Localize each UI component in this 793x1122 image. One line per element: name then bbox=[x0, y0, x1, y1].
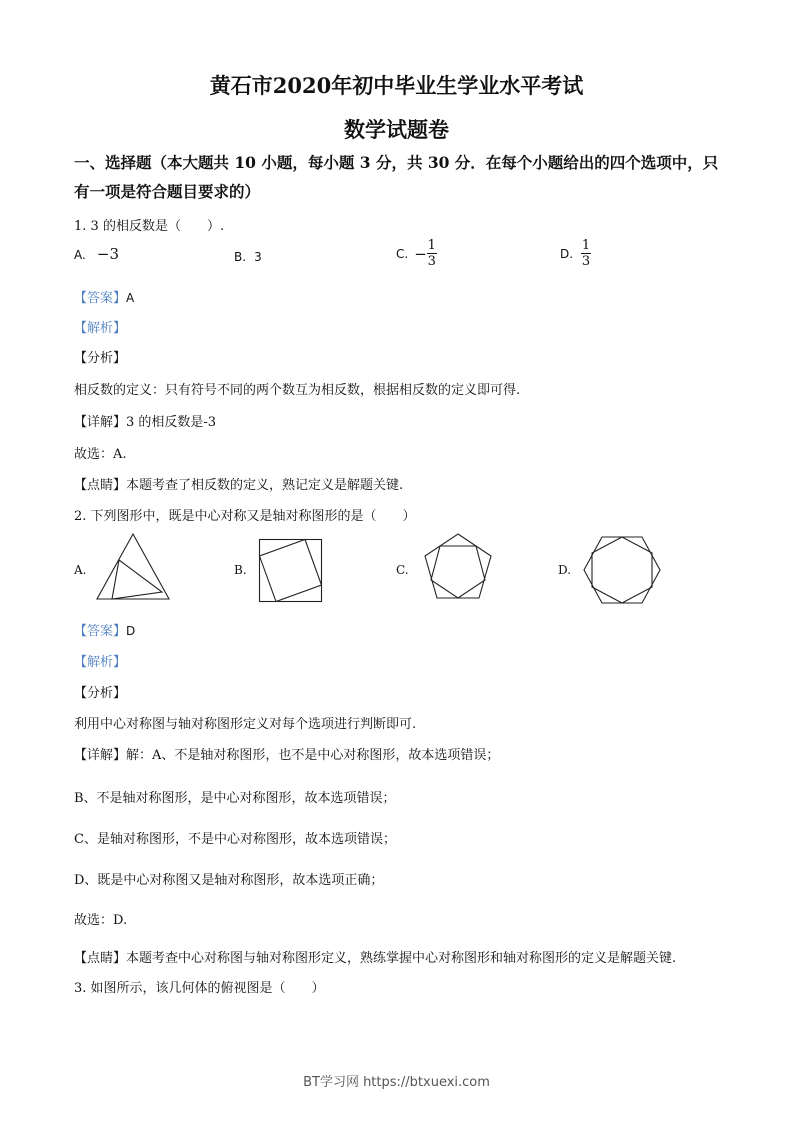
answer-value: A bbox=[126, 291, 135, 305]
q2-detail-line-c: C、是轴对称图形，不是中心对称图形，故本选项错误； bbox=[74, 832, 396, 847]
q2-fenxi-tag: 【分析】 bbox=[74, 686, 127, 701]
comment-text: 本题考查中心对称图与轴对称图形定义，熟练掌握中心对称图形和轴对称图形的定义是解题关键. bbox=[126, 951, 677, 966]
q1-option-b bbox=[234, 246, 262, 265]
detail-text: 3 的相反数是-3 bbox=[126, 415, 217, 430]
comment-text: 本题考查了相反数的定义，熟记定义是解题关键. bbox=[126, 478, 404, 493]
detail-tag: 【详解】 bbox=[74, 748, 127, 763]
q1-comment bbox=[74, 474, 403, 493]
option-value: 3 bbox=[254, 250, 262, 264]
option-label: C. bbox=[396, 246, 409, 261]
square-in-square-icon bbox=[258, 538, 324, 604]
triangle-in-triangle-icon bbox=[95, 532, 171, 602]
footer-watermark: BT学习网 https://btxuexi.com bbox=[303, 1075, 490, 1090]
q2-answer bbox=[74, 620, 135, 639]
fraction: $\frac{1}{3}$ bbox=[581, 238, 591, 269]
q1-analysis-tag: 【解析】 bbox=[74, 321, 127, 336]
q1-option-a bbox=[74, 244, 119, 263]
exam-subtitle: 数学试题卷 bbox=[344, 117, 449, 142]
option-label: D. bbox=[560, 246, 574, 261]
minus-sign: − bbox=[414, 244, 427, 263]
q2-detail bbox=[74, 744, 499, 763]
q1-option-c bbox=[396, 238, 437, 269]
section-heading-line2: 有一项是符合题目要求的） bbox=[74, 182, 261, 201]
exam-title: 黄石市2020年初中毕业生学业水平考试 bbox=[209, 73, 584, 98]
fraction: $\frac{1}{3}$ bbox=[427, 238, 436, 269]
q2-detail-line-d: D、既是中心对称图又是轴对称图形，故本选项正确； bbox=[74, 873, 384, 888]
comment-tag: 【点睛】 bbox=[74, 478, 127, 493]
detail-line: 解：A、不是轴对称图形，也不是中心对称图形，故本选项错误； bbox=[126, 748, 500, 763]
comment-tag: 【点睛】 bbox=[74, 951, 127, 966]
q1-option-d bbox=[560, 238, 591, 269]
q1-detail bbox=[74, 411, 216, 430]
q2-choose: 故选：D. bbox=[74, 913, 128, 928]
q2-comment bbox=[74, 947, 676, 966]
pentagon-star-icon bbox=[422, 532, 494, 602]
q2-figure-label-d: D. bbox=[558, 563, 572, 577]
q2-fenxi-text: 利用中心对称图与轴对称图形定义对每个选项进行判断即可. bbox=[74, 717, 417, 732]
q2-figure-label-c: C. bbox=[396, 563, 409, 577]
section-heading-line1: 一、选择题（本大题共 10 小题，每小题 3 分，共 30 分．在每个小题给出的四个选项中，只 bbox=[74, 153, 719, 172]
hexagon-in-hexagon-icon bbox=[582, 535, 662, 605]
q2-detail-line-b: B、不是轴对称图形，是中心对称图形，故本选项错误； bbox=[74, 791, 396, 806]
q1-fenxi-tag: 【分析】 bbox=[74, 351, 127, 366]
option-value: −3 bbox=[96, 245, 120, 263]
q1-answer bbox=[74, 287, 134, 306]
q2-figure-label-a: A. bbox=[74, 563, 87, 577]
answer-value: D bbox=[126, 624, 136, 638]
answer-tag: 【答案】 bbox=[74, 624, 127, 639]
option-label: A. bbox=[74, 248, 86, 262]
q1-fenxi-text: 相反数的定义：只有符号不同的两个数互为相反数，根据相反数的定义即可得. bbox=[74, 383, 521, 398]
q2-figure-label-b: B. bbox=[234, 563, 247, 577]
answer-tag: 【答案】 bbox=[74, 291, 127, 306]
q2-analysis-tag: 【解析】 bbox=[74, 655, 127, 670]
q3-stem: 3. 如图所示，该几何体的俯视图是（ ） bbox=[74, 981, 325, 996]
detail-tag: 【详解】 bbox=[74, 415, 127, 430]
q2-stem: 2. 下列图形中，既是中心对称又是轴对称图形的是（ ） bbox=[74, 509, 416, 524]
q1-choose: 故选：A. bbox=[74, 447, 127, 462]
option-label: B. bbox=[234, 250, 247, 264]
q1-stem: 1. 3 的相反数是（ ）. bbox=[74, 219, 225, 234]
